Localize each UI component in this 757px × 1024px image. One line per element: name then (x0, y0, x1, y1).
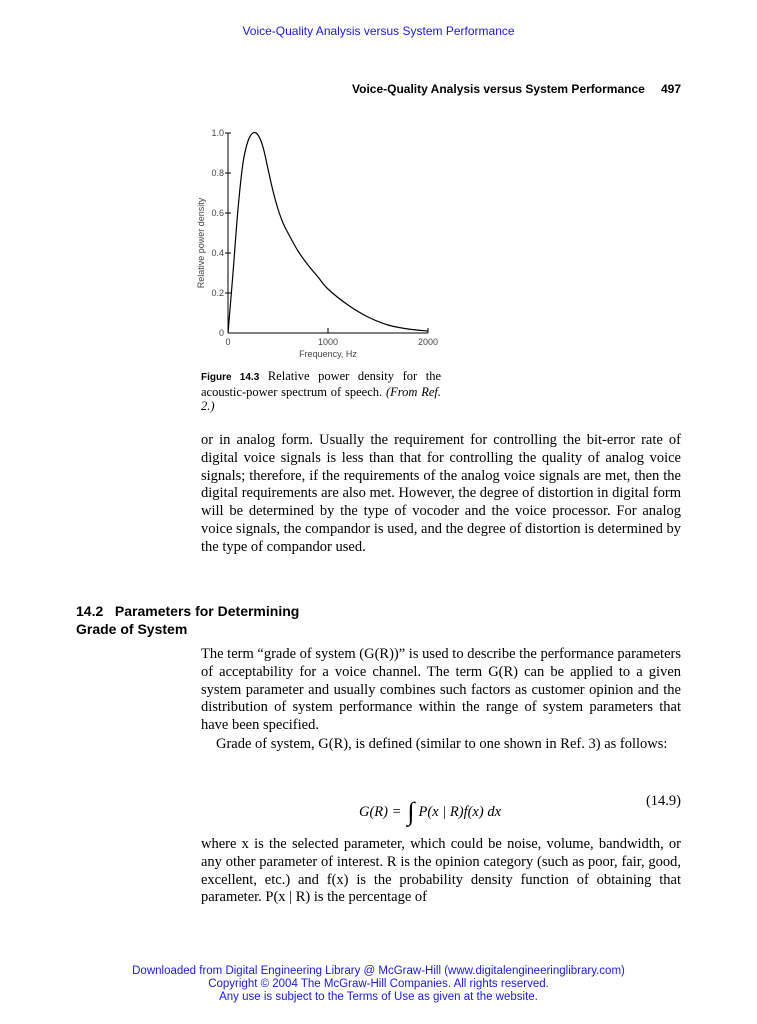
y-tick-label: 0.8 (211, 168, 224, 178)
body-paragraph-3: Grade of system, G(R), is defined (similar to one shown in Ref. 3) as follows: (216, 736, 668, 752)
power-density-chart (190, 120, 450, 370)
section-heading (76, 602, 299, 638)
y-tick-label: 0.2 (211, 288, 224, 298)
integral-sign-icon: ∫ (407, 797, 415, 826)
series-line (228, 133, 428, 333)
y-tick-label: 1.0 (211, 128, 224, 138)
running-head-title: Voice-Quality Analysis versus System Performance (352, 82, 645, 96)
footer-copyright: Copyright © 2004 The McGraw-Hill Companies. All rights reserved. (208, 978, 549, 990)
x-tick-label: 2000 (417, 337, 439, 347)
body-paragraph-2: The term “grade of system (G(R))” is used to describe the performance parameters of acceptability for a voice channel. The term G(R) can be applied to a given system parameter and usually combines such factors as customer opinion and the distribution of system performance within the range of system parameters that have been specified. (201, 646, 681, 734)
equation-lhs: G(R) = (359, 804, 402, 820)
x-axis-label: Frequency, Hz (299, 349, 357, 359)
y-tick-label: 0 (218, 328, 224, 338)
section-title-line2: Grade of System (76, 621, 188, 637)
figure-caption-source: (From Ref. 2.) (201, 385, 441, 413)
equation-integrand: P(x | R)f(x) dx (418, 804, 502, 820)
y-tick-label: 0.6 (211, 208, 224, 218)
top-link[interactable]: Voice-Quality Analysis versus System Performance (242, 24, 515, 38)
equation-14-9 (201, 786, 681, 826)
footer (0, 965, 757, 1004)
equation-number: (14.9) (645, 793, 681, 809)
equation-body (359, 793, 502, 826)
x-tick-label: 0 (225, 337, 231, 347)
section-title-line1: Parameters for Determining (114, 603, 300, 619)
footer-terms[interactable]: Any use is subject to the Terms of Use as given at the website. (219, 991, 538, 1003)
section-number: 14.2 (76, 603, 104, 619)
page-number: 497 (661, 82, 682, 96)
x-tick-label: 1000 (317, 337, 339, 347)
footer-download-link[interactable]: Downloaded from Digital Engineering Library @ McGraw-Hill (www.digitalengineeringlibrary.com) (132, 965, 625, 977)
figure-label: Figure 14.3 (201, 372, 260, 383)
body-paragraph-4: where x is the selected parameter, which could be noise, volume, bandwidth, or any other parameter of interest. R is the opinion category (such as poor, fair, good, excellent, etc.) and f(x) is the probability density function of obtaining that parameter. P(x | R) is the percentage of (201, 836, 681, 906)
y-tick-label: 0.4 (211, 248, 224, 258)
figure-caption-text: Relative power density for the acoustic-power spectrum of speech. (201, 369, 441, 399)
y-axis-label: Relative power density (196, 197, 206, 289)
body-paragraph-1: or in analog form. Usually the requirement for controlling the bit-error rate of digital voice signals is less than that for controlling the quality of analog voice signals; therefore, if the requirements of the analog voice signals are met, then the digital requirements are also met. However, the degree of distortion in digital form will be determined by the type of vocoder and the voice processor. For analog voice signals, the compandor is used, and the degree of distortion is determined by the type of compandor used. (201, 432, 681, 555)
figure-caption (201, 369, 441, 413)
